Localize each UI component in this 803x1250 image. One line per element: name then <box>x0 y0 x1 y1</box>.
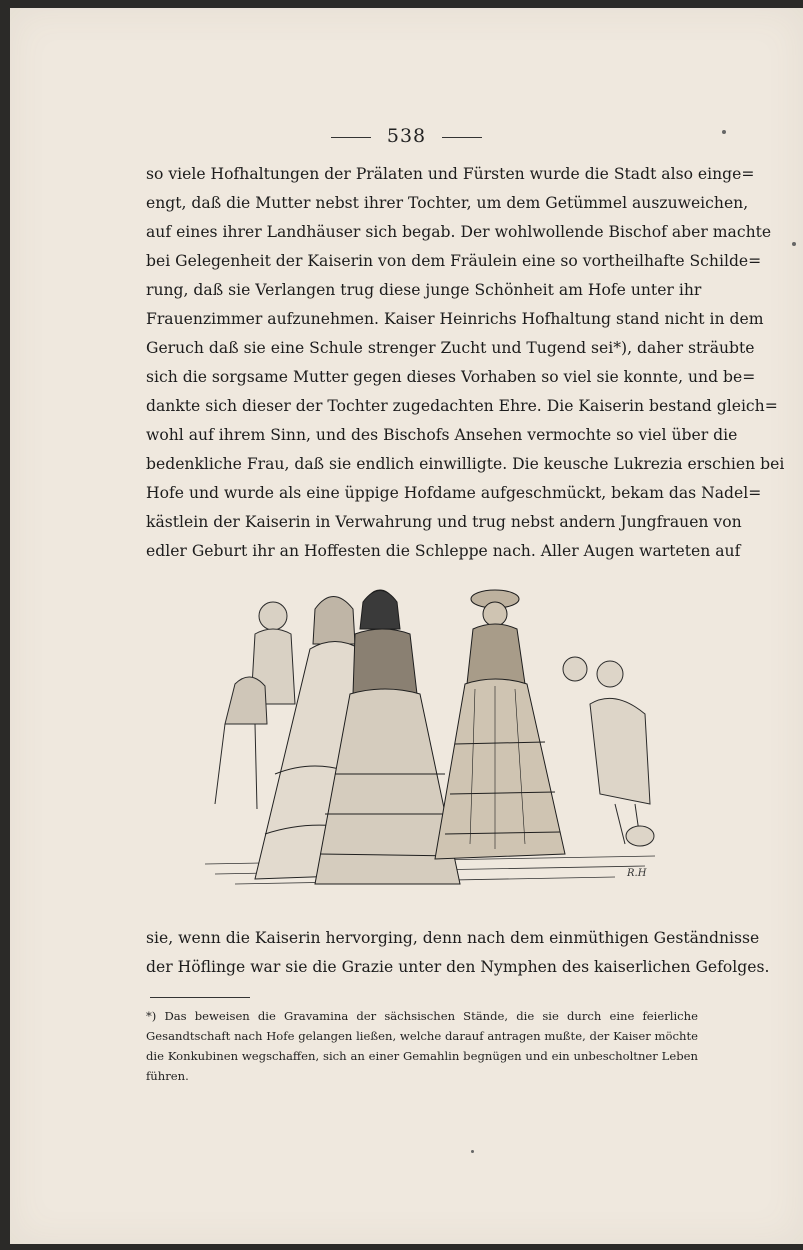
text-line: auf eines ihrer Landhäuser sich begab. Der wohlwollende Bischof aber machte <box>146 223 772 241</box>
book-page <box>10 8 803 1244</box>
court-scene-engraving <box>195 574 665 894</box>
text-line: so viele Hofhaltungen der Prälaten und Fürsten wurde die Stadt also einge= <box>146 165 755 183</box>
text-line: bei Gelegenheit der Kaiserin von dem Fräulein eine so vortheilhafte Schilde= <box>146 252 762 270</box>
text-line: der Höflinge war sie die Grazie unter den Nymphen des kaiserlichen Gefolges. <box>146 958 770 976</box>
footnote <box>146 1006 698 1086</box>
footnote-line: die Konkubinen wegschaffen, sich an einer Gemahlin begnügen und ein unbescholtner Leben <box>146 1049 698 1063</box>
paper-speck <box>471 1150 474 1153</box>
text-line: bedenkliche Frau, daß sie endlich einwilligte. Die keusche Lukrezia erschien bei <box>146 455 785 473</box>
text-line: Hofe und wurde als eine üppige Hofdame aufgeschmückt, bekam das Nadel= <box>146 484 762 502</box>
paper-speck <box>792 242 796 246</box>
header-rule-left <box>331 137 371 138</box>
text-line: wohl auf ihrem Sinn, und des Bischofs Ansehen vermochte so viel über die <box>146 426 738 444</box>
footnote-line: *) Das beweisen die Gravamina der sächsischen Stände, die sie durch eine feierliche <box>146 1009 698 1023</box>
text-line: engt, daß die Mutter nebst ihrer Tochter, um dem Getümmel auszuweichen, <box>146 194 749 212</box>
paper-speck <box>722 130 726 134</box>
text-line: rung, daß sie Verlangen trug diese junge Schönheit am Hofe unter ihr <box>146 281 702 299</box>
text-line: Geruch daß sie eine Schule strenger Zucht und Tugend sei*), daher sträubte <box>146 339 755 357</box>
page-number-header <box>10 125 803 147</box>
text-line: sich die sorgsame Mutter gegen dieses Vorhaben so viel sie konnte, und be= <box>146 368 756 386</box>
page-number: 538 <box>386 125 427 147</box>
text-line: dankte sich dieser der Tochter zugedachten Ehre. Die Kaiserin bestand gleich= <box>146 397 778 415</box>
text-line: edler Geburt ihr an Hoffesten die Schleppe nach. Aller Augen warteten auf <box>146 542 741 560</box>
main-text-block <box>146 160 785 566</box>
text-line: Frauenzimmer aufzunehmen. Kaiser Heinrichs Hofhaltung stand nicht in dem <box>146 310 764 328</box>
footnote-line: führen. <box>146 1069 189 1083</box>
text-line: kästlein der Kaiserin in Verwahrung und trug nebst andern Jungfrauen von <box>146 513 742 531</box>
header-rule-right <box>442 137 482 138</box>
engraver-signature: R.H <box>627 868 647 879</box>
continued-text-block <box>146 924 770 982</box>
text-line: sie, wenn die Kaiserin hervorging, denn nach dem einmüthigen Geständnisse <box>146 929 760 947</box>
footnote-divider <box>150 997 250 998</box>
footnote-line: Gesandtschaft nach Hofe gelangen ließen, welche darauf antragen mußte, der Kaiser möchte <box>146 1029 698 1043</box>
